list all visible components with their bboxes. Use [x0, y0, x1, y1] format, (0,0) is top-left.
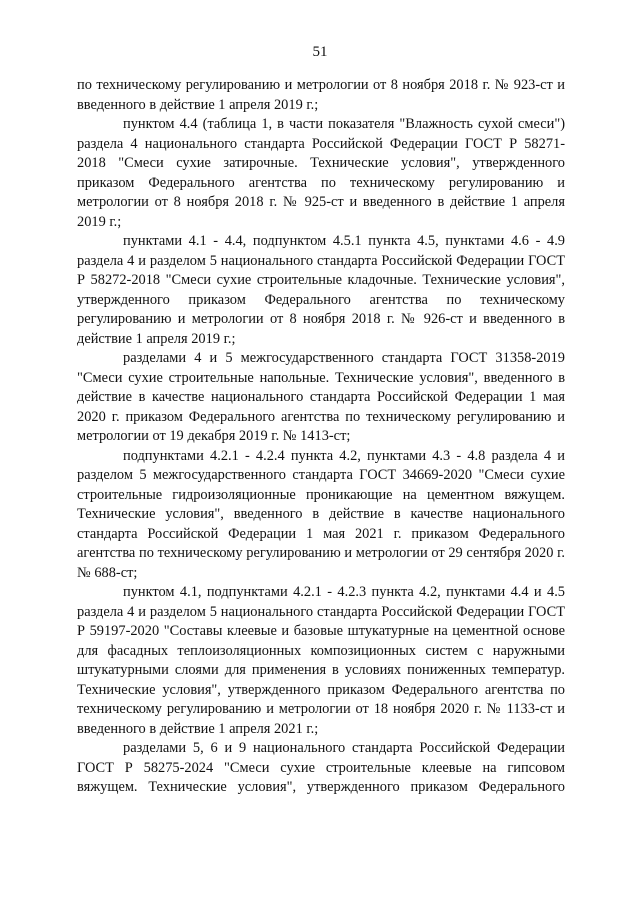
paragraph-2: пунктом 4.4 (таблица 1, в части показателя "Влажность сухой смеси") раздела 4 национального стандарта Российской Федерации ГОСТ Р 58271-2018 "Смеси сухие затирочные. Технические условия", утвержденного приказом Федерального агентства по техническому регулированию и метрологии от 8 ноября 2018 г. № 925-ст и введенного в действие 1 апреля 2019 г.; [77, 116, 565, 230]
paragraph-3: пунктами 4.1 - 4.4, подпунктом 4.5.1 пункта 4.5, пунктами 4.6 - 4.9 раздела 4 и разделом 5 национального стандарта Российской Федерации ГОСТ Р 58272-2018 "Смеси сухие строительные кладочные. Технические условия", утвержденного приказом Федерального агентства по техническому регулированию и метрологии от 8 ноября 2018 г. № 926-ст и введенного в действие 1 апреля 2019 г.; [77, 233, 565, 347]
document-body [77, 76, 565, 798]
paragraph-7: разделами 5, 6 и 9 национального стандарта Российской Федерации ГОСТ Р 58275-2024 "Смеси сухие строительные клеевые на гипсовом вяжущем. Технические условия", утвержденного приказом Федерального [77, 740, 565, 795]
paragraph-4: разделами 4 и 5 межгосударственного стандарта ГОСТ 31358-2019 "Смеси сухие строительные напольные. Технические условия", введенного в действие в качестве национального стандарта Российской Федерации 1 мая 2020 г. приказом Федерального агентства по техническому регулированию и метрологии от 19 декабря 2019 г. № 1413-ст; [77, 350, 565, 444]
paragraph-5: подпунктами 4.2.1 - 4.2.4 пункта 4.2, пунктами 4.3 - 4.8 раздела 4 и разделом 5 межгосударственного стандарта ГОСТ 34669-2020 "Смеси сухие строительные гидроизоляционные проникающие на цементном вяжущем. Технические условия", введенного в действие в качестве национального стандарта Российской Федерации 1 мая 2021 г. приказом Федерального агентства по техническому регулированию и метрологии от 29 сентября 2020 г. № 688-ст; [77, 447, 565, 581]
page-number: 51 [312, 44, 328, 60]
paragraph-1: по техническому регулированию и метрологии от 8 ноября 2018 г. № 923-ст и введенного в действие 1 апреля 2019 г.; [77, 77, 565, 113]
paragraph-6: пунктом 4.1, подпунктами 4.2.1 - 4.2.3 пункта 4.2, пунктами 4.4 и 4.5 раздела 4 и разделом 5 национального стандарта Российской Федерации ГОСТ Р 59197-2020 "Составы клеевые и базовые штукатурные на цементной основе для фасадных теплоизоляционных композиционных систем с наружными штукатурными слоями для применения в условиях пониженных температур. Технические условия", утвержденного приказом Федерального агентства по техническому регулированию и метрологии от 18 ноября 2020 г. № 1133-ст и введенного в действие 1 апреля 2021 г.; [77, 584, 565, 737]
